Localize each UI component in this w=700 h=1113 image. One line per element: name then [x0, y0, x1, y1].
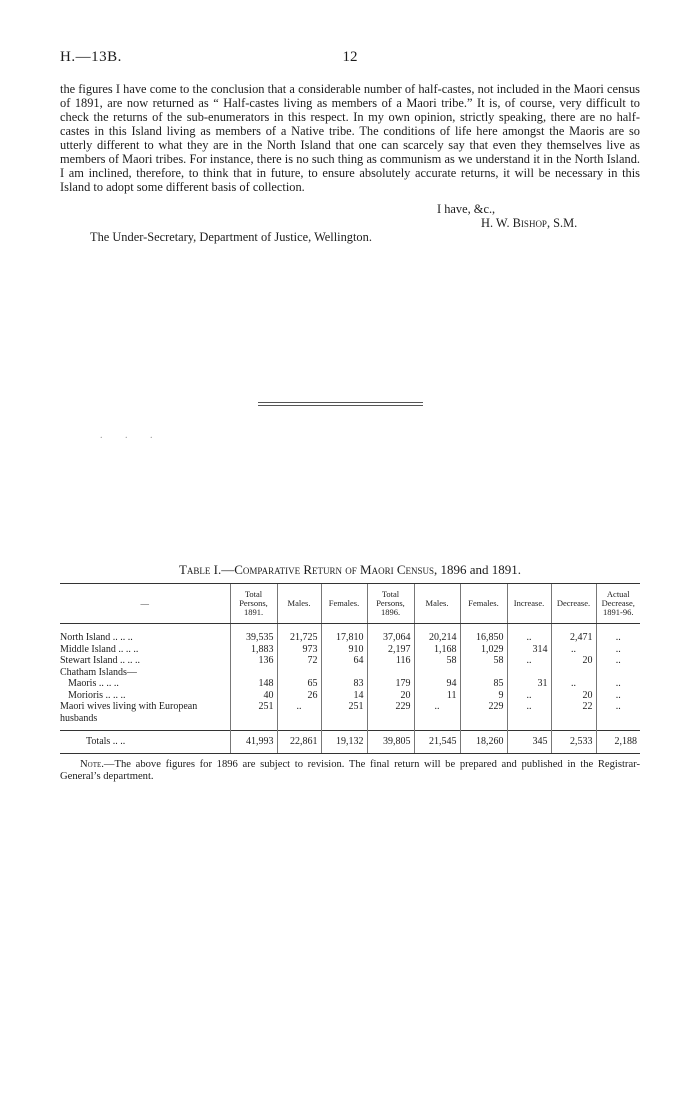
cell: .. [507, 632, 551, 644]
cell: 179 [367, 678, 414, 690]
cell [414, 667, 460, 679]
cell: .. [551, 678, 596, 690]
cell: 910 [321, 644, 367, 656]
table-row [60, 644, 640, 656]
cell [551, 667, 596, 679]
letter-closing: I have, &c., [437, 202, 496, 216]
cell: 20 [367, 690, 414, 702]
cell: .. [414, 701, 460, 731]
cell: 58 [460, 655, 507, 667]
row-label: Stewart Island .. .. .. [60, 655, 140, 666]
document-reference: H.—13B. [60, 49, 122, 65]
cell: 20,214 [414, 632, 460, 644]
cell [367, 667, 414, 679]
cell: 229 [367, 701, 414, 731]
cell: 251 [230, 701, 277, 731]
cell: .. [507, 690, 551, 702]
note-text: —The above figures for 1896 are subject to revision. The final return will be prepared and published in the Registrar-General’s department. [60, 759, 640, 782]
cell: 2,197 [367, 644, 414, 656]
header-description: — [60, 584, 230, 624]
cell: 17,810 [321, 632, 367, 644]
section-divider [258, 402, 423, 403]
cell: .. [551, 644, 596, 656]
letter-signature [481, 216, 577, 231]
cell: 64 [321, 655, 367, 667]
cell: 11 [414, 690, 460, 702]
cell [230, 667, 277, 679]
table-row [60, 667, 640, 679]
section-divider [258, 405, 423, 406]
cell: 229 [460, 701, 507, 731]
table-note [60, 759, 640, 783]
cell: .. [596, 701, 640, 731]
row-label: Maoris .. .. .. [68, 678, 119, 689]
cell: 21,725 [277, 632, 321, 644]
table-title-years: 1896 and 1891. [440, 562, 522, 577]
cell: 1,883 [230, 644, 277, 656]
row-label: Middle Island .. .. .. [60, 643, 139, 655]
cell: 18,260 [460, 731, 507, 754]
header-increase: Increase. [507, 584, 551, 624]
cell: .. [596, 655, 640, 667]
cell: .. [596, 632, 640, 644]
table-row [60, 690, 640, 702]
totals-label: Totals .. .. [60, 731, 230, 754]
cell: 2,188 [596, 731, 640, 754]
cell: 19,132 [321, 731, 367, 754]
header-total-1896: Total Persons, 1896. [367, 584, 414, 624]
header-total-1891: Total Persons, 1891. [230, 584, 277, 624]
cell: 148 [230, 678, 277, 690]
cell: 20 [551, 655, 596, 667]
row-label: North Island .. .. .. [60, 632, 133, 643]
cell: 72 [277, 655, 321, 667]
cell: 136 [230, 655, 277, 667]
signature-name: H. W. Bishop, [481, 216, 551, 230]
cell: .. [507, 655, 551, 667]
cell: 251 [321, 701, 367, 731]
cell: 65 [277, 678, 321, 690]
header-females-1891: Females. [321, 584, 367, 624]
cell: 116 [367, 655, 414, 667]
cell: 14 [321, 690, 367, 702]
cell: .. [507, 701, 551, 731]
header-males-1891: Males. [277, 584, 321, 624]
cell: 58 [414, 655, 460, 667]
row-label: Chatham Islands— [60, 666, 137, 678]
cell: .. [596, 678, 640, 690]
cell: 2,533 [551, 731, 596, 754]
cell: 37,064 [367, 632, 414, 644]
cell: .. [596, 690, 640, 702]
cell: 31 [507, 678, 551, 690]
cell: .. [596, 644, 640, 656]
cell: 41,993 [230, 731, 277, 754]
page-specks: . . . [100, 430, 163, 441]
header-actual-decrease: Actual Decrease, 1891-96. [596, 584, 640, 624]
cell: 2,471 [551, 632, 596, 644]
letter-body [60, 82, 640, 194]
letter-paragraph: the figures I have come to the conclusion that a considerable number of half-castes, not included in the Maori census of 1891, are now returned as “ Half-castes living as members of a Maori tribe.” It is, of course, very difficult to check the returns of the sub-enumerators in this respect. In my own opinion, strictly speaking, there are no half-castes in this Island living as members of a Native tribe. The conditions of life here amongst the Maoris are so utterly different to what they are in the North Island that one can scarcely say that even they themselves live as members of Maori tribes. For instance, there is no such thing as communism as we understand it in the North Island. I am inclined, therefore, to think that in future, to ensure absolutely accurate returns, it will be necessary in this Island to adopt some different basis of collection. [60, 82, 640, 194]
table-row [60, 632, 640, 644]
header-females-1896: Females. [460, 584, 507, 624]
page-number: 12 [342, 49, 358, 65]
cell [460, 667, 507, 679]
page-header [60, 49, 640, 71]
row-label: Morioris .. .. .. [68, 689, 126, 701]
signature-title: S.M. [553, 216, 578, 230]
cell [321, 667, 367, 679]
cell: 26 [277, 690, 321, 702]
cell: 9 [460, 690, 507, 702]
cell [277, 667, 321, 679]
cell: 1,168 [414, 644, 460, 656]
cell: 21,545 [414, 731, 460, 754]
cell: 314 [507, 644, 551, 656]
cell [596, 667, 640, 679]
cell: 94 [414, 678, 460, 690]
cell: 22,861 [277, 731, 321, 754]
cell: 16,850 [460, 632, 507, 644]
cell: 1,029 [460, 644, 507, 656]
cell: 22 [551, 701, 596, 731]
cell: .. [277, 701, 321, 731]
table-row [60, 701, 640, 731]
totals-row [60, 731, 640, 754]
cell: 39,535 [230, 632, 277, 644]
cell: 973 [277, 644, 321, 656]
cell: 39,805 [367, 731, 414, 754]
cell: 20 [551, 690, 596, 702]
table-title [0, 562, 700, 578]
cell: 345 [507, 731, 551, 754]
header-males-1896: Males. [414, 584, 460, 624]
table-row [60, 678, 640, 690]
table-header-row [60, 584, 640, 624]
cell: 83 [321, 678, 367, 690]
letter-addressee: The Under-Secretary, Department of Justice, Wellington. [90, 230, 372, 244]
census-table [60, 583, 640, 754]
table-spacer [60, 624, 640, 633]
cell: 40 [230, 690, 277, 702]
row-label: Maori wives living with European husbands [60, 701, 198, 724]
cell: 85 [460, 678, 507, 690]
cell [507, 667, 551, 679]
table-row [60, 655, 640, 667]
header-decrease: Decrease. [551, 584, 596, 624]
table-title-prefix: Table I.—Comparative Return of Maori Census, [178, 562, 438, 577]
note-label: Note. [80, 759, 104, 770]
